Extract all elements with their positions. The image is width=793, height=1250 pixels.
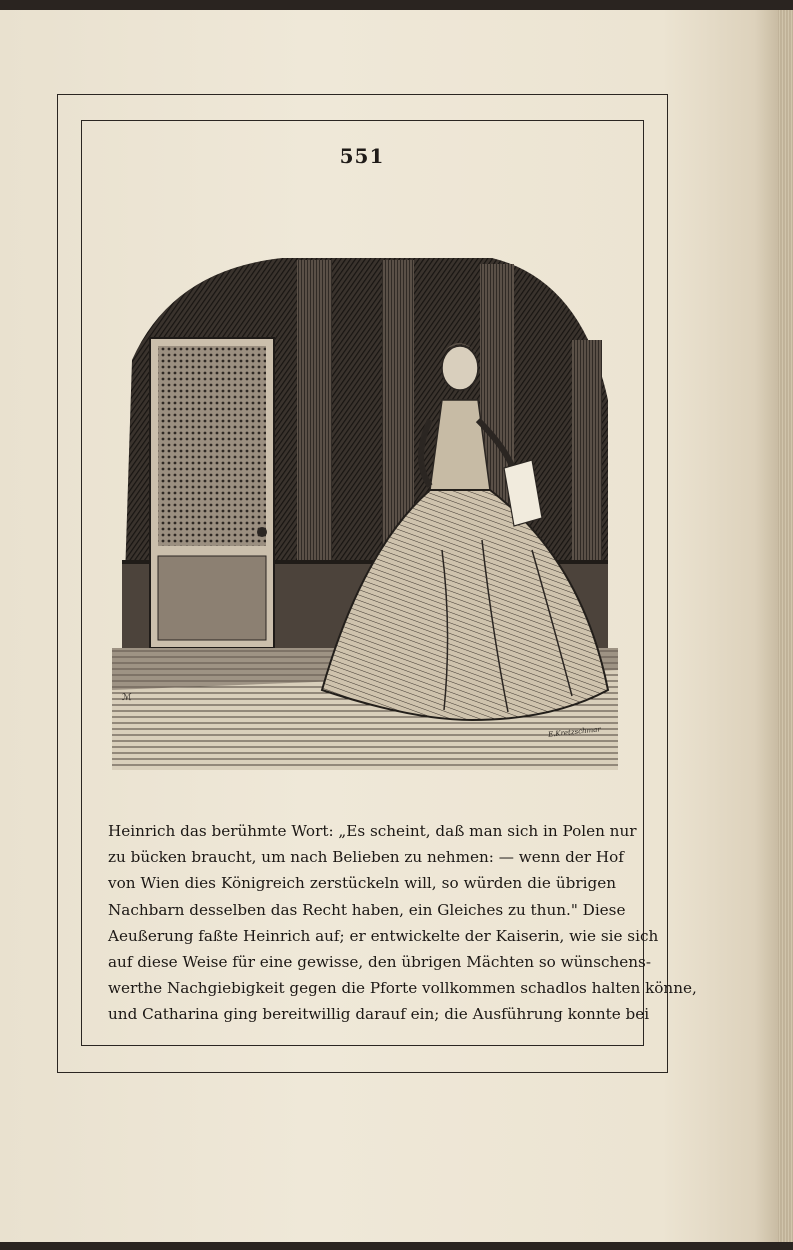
text-line: werthe Nachgiebigkeit gegen die Pforte vollkommen schadlos halten könne, [108, 979, 697, 998]
text-line: Nachbarn desselben das Recht haben, ein Gleiches zu thun." Diese [108, 900, 626, 919]
body-text [108, 818, 697, 1028]
text-line: zu bücken braucht, um nach Belieben zu nehmen: — wenn der Hof [108, 848, 624, 867]
page-number: 551 [339, 144, 385, 168]
engraving-illustration [112, 250, 618, 770]
text-line: auf diese Weise für eine gewisse, den übrigen Mächten so wünschens- [108, 952, 651, 971]
artist-signature: E.Kretzschmar [547, 725, 602, 739]
text-line: Heinrich das berühmte Wort: „Es scheint, daß man sich in Polen nur [108, 822, 637, 840]
svg-text:ℳ: ℳ [122, 693, 132, 703]
text-line: und Catharina ging bereitwillig darauf ein; die Ausführung konnte bei [108, 1005, 650, 1024]
text-line: Aeußerung faßte Heinrich auf; er entwickelte der Kaiserin, wie sie sich [108, 926, 659, 945]
page-edge [778, 10, 793, 1242]
text-line: von Wien dies Königreich zerstückeln will, so würden die übrigen [108, 874, 616, 893]
